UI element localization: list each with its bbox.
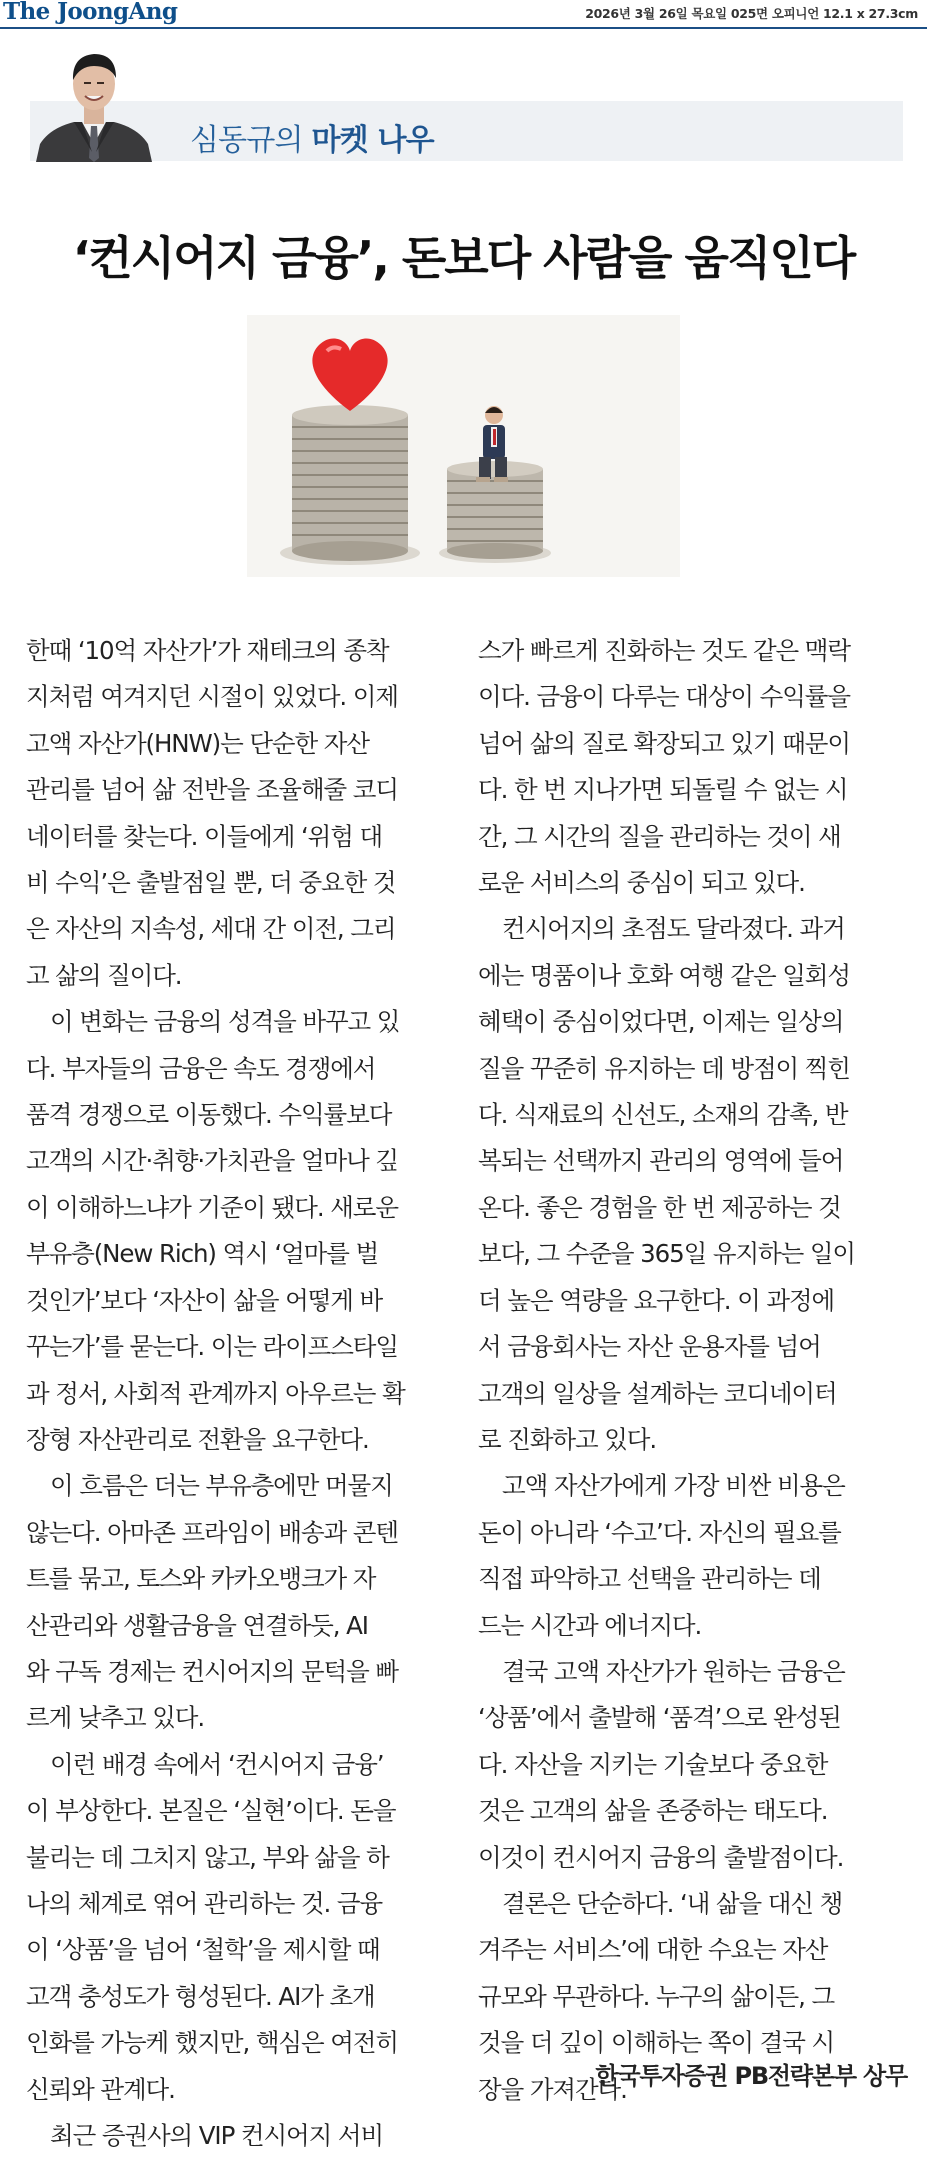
paragraph [26,1742,459,2113]
text-line: 서 금융회사는 자산 운용자를 넘어 [478,1332,821,1362]
text-line: 것은 고객의 삶을 존중하는 태도다. [478,1796,828,1826]
text-line: 온다. 좋은 경험을 한 번 제공하는 것 [478,1192,841,1222]
text-line: 지처럼 여겨지던 시절이 있었다. 이제 [26,682,398,712]
text-line: 고객의 일상을 설계하는 코디네이터 [478,1378,837,1408]
text-line: 다. 자산을 지키는 기술보다 중요한 [478,1749,828,1779]
paragraph [26,1463,459,1741]
body-column-right [478,628,911,2113]
text-line: 트를 묶고, 토스와 카카오뱅크가 자 [26,1564,376,1594]
text-line: 다. 부자들의 금융은 속도 경쟁에서 [26,1053,376,1083]
dateline: 2026년 3월 26일 목요일 025면 오피니언 12.1 x 27.3cm [585,6,918,21]
text-line: 장을 가져간다. [478,2074,627,2104]
text-line: 산관리와 생활금융을 연결하듯, AI [26,1610,368,1640]
text-line: 품격 경쟁으로 이동했다. 수익률보다 [26,1100,392,1130]
text-line: 다. 식재료의 신선도, 소재의 감촉, 반 [478,1100,848,1130]
text-line: 고액 자산가(HNW)는 단순한 자산 [26,728,369,758]
text-line: 간, 그 시간의 질을 관리하는 것이 새 [478,821,841,851]
text-line: 혜택이 중심이었다면, 이제는 일상의 [478,1007,844,1037]
text-line: 컨시어지의 초점도 달라졌다. 과거 [502,914,845,944]
text-line: 복되는 선택까지 관리의 영역에 들어 [478,1146,844,1176]
paragraph [478,906,911,1463]
text-line: 꾸는가’를 묻는다. 이는 라이프스타일 [26,1332,398,1362]
text-line: 한때 ‘10억 자산가’가 재테크의 종착 [26,636,389,665]
text-line: 질을 꾸준히 유지하는 데 방점이 찍힌 [478,1053,850,1083]
text-line: 고액 자산가에게 가장 비싼 비용은 [502,1471,845,1501]
column-author: 심동규의 [190,123,303,158]
text-line: 장형 자산관리로 전환을 요구한다. [26,1424,369,1454]
text-line: 부유층(New Rich) 역시 ‘얼마를 벌 [26,1239,379,1269]
text-line: 이 변화는 금융의 성격을 바꾸고 있 [50,1007,400,1037]
text-line: 겨주는 서비스’에 대한 수요는 자산 [478,1935,828,1965]
text-line: 로 진화하고 있다. [478,1424,657,1454]
text-line: 인화를 가능케 했지만, 핵심은 여전히 [26,2028,398,2058]
author-signature: 한국투자증권 PB전략본부 상무 [595,2062,907,2090]
paragraph [478,1463,911,1649]
text-line: 규모와 무관하다. 누구의 삶이든, 그 [478,1981,835,2011]
column-banner [30,101,903,161]
text-line: 와 구독 경제는 컨시어지의 문턱을 빠 [26,1656,398,1686]
text-line: 이런 배경 속에서 ‘컨시어지 금융’ [50,1749,384,1779]
column-name: 마켓 나우 [311,123,434,158]
author-portrait [30,40,158,162]
paragraph [478,1649,911,1881]
text-line: 고 삶의 질이다. [26,960,182,990]
text-line: 비 수익’은 출발점일 뿐, 더 중요한 것 [26,868,396,898]
text-line: 은 자산의 지속성, 세대 간 이전, 그리 [26,914,396,944]
text-line: 다. 한 번 지나가면 되돌릴 수 없는 시 [478,775,848,805]
paragraph [26,628,459,999]
text-line: 네이터를 찾는다. 이들에게 ‘위험 대 [26,821,383,851]
column-title [190,115,434,159]
headline: ‘컨시어지 금융’, 돈보다 사람을 움직인다 [72,231,855,285]
text-line: 이 이해하느냐가 기준이 됐다. 새로운 [26,1192,398,1222]
text-line: 나의 체계로 엮어 관리하는 것. 금융 [26,1888,383,1918]
text-line: 더 높은 역량을 요구한다. 이 과정에 [478,1285,835,1315]
paragraph [26,999,459,1463]
text-line: 보다, 그 수준을 365일 유지하는 일이 [478,1239,855,1269]
text-line: 과 정서, 사회적 관계까지 아우르는 확 [26,1378,405,1408]
text-line: 이다. 금융이 다루는 대상이 수익률을 [478,682,850,712]
newspaper-logo: The JoongAng [3,0,178,25]
article-photo [247,315,680,577]
text-line: 이것이 컨시어지 금융의 출발점이다. [478,1842,844,1872]
text-line: 것을 더 깊이 이해하는 쪽이 결국 시 [478,2028,835,2058]
header-rule [0,27,927,29]
text-line: 넘어 삶의 질로 확장되고 있기 때문이 [478,728,850,758]
text-line: 않는다. 아마존 프라임이 배송과 콘텐 [26,1517,398,1547]
text-line: 관리를 넘어 삶 전반을 조율해줄 코디 [26,775,398,805]
text-line: 불리는 데 그치지 않고, 부와 삶을 하 [26,1842,389,1872]
text-line: 신뢰와 관계다. [26,2074,175,2104]
paragraph [478,628,911,906]
text-line: 것인가’보다 ‘자산이 삶을 어떻게 바 [26,1285,383,1315]
text-line: 로운 서비스의 중심이 되고 있다. [478,868,805,898]
text-line: 이 부상한다. 본질은 ‘실현’이다. 돈을 [26,1796,396,1826]
text-line: 에는 명품이나 호화 여행 같은 일회성 [478,960,850,990]
text-line: 드는 시간과 에너지다. [478,1610,702,1640]
text-line: ‘상품’에서 출발해 ‘품격’으로 완성된 [478,1703,841,1733]
text-line: 결론은 단순하다. ‘내 삶을 대신 챙 [502,1888,843,1918]
text-line: 이 흐름은 더는 부유층에만 머물지 [50,1471,393,1501]
text-line: 직접 파악하고 선택을 관리하는 데 [478,1564,821,1594]
text-line: 이 ‘상품’을 넘어 ‘철학’을 제시할 때 [26,1935,380,1965]
body-column-left [26,628,459,2159]
masthead [0,0,927,26]
text-line: 스가 빠르게 진화하는 것도 같은 맥락 [478,636,850,665]
paragraph [26,2113,459,2159]
text-line: 고객의 시간·취향·가치관을 얼마나 깊 [26,1146,398,1176]
coin-stack-left [292,405,408,561]
text-line: 돈이 아니라 ‘수고’다. 자신의 필요를 [478,1517,841,1547]
text-line: 고객 충성도가 형성된다. AI가 초개 [26,1981,375,2011]
text-line: 르게 낮추고 있다. [26,1703,205,1733]
text-line: 결국 고액 자산가가 원하는 금융은 [502,1656,845,1686]
text-line: 최근 증권사의 VIP 컨시어지 서비 [50,2121,384,2150]
